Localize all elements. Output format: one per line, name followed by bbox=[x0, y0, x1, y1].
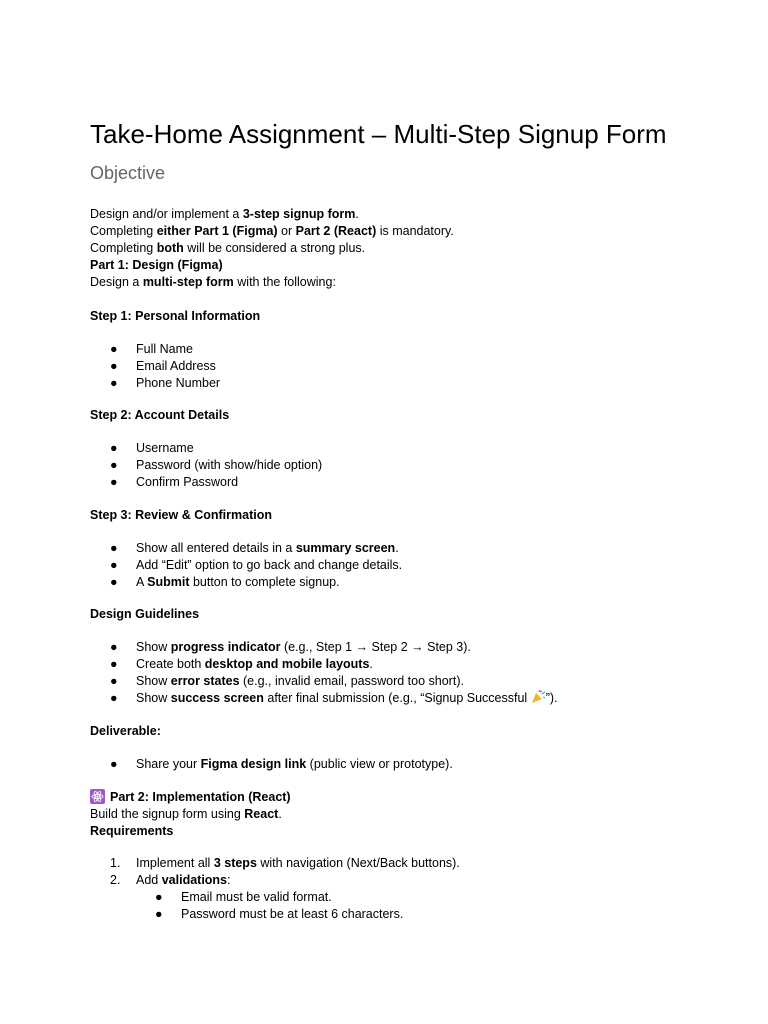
objective-heading: Objective bbox=[90, 163, 166, 183]
document-page: Take-Home Assignment – Multi-Step Signup Form Objective Design and/or implement a 3-step signup form. Completing either Part 1 (Figma) or Part 2 (React) is mandatory. Completing both will be considered a strong plus. Part 1: Design (Figma) Design a multi-step form with the following: Step 1: Personal Information ● Full Name ● Email Address ● Phone Number Step 2: Account Details ● Username ● Password (with show/hide option) ● Confirm Password Step 3: Review & Confirmation ● Show all entered details in a summary screen. ● Add “Edit” option to go back and change details. ● A Submit button to complete signup. Design Guidelines ● Show progress indicator (e.g., Step 1 → Step 2 → Step 3). ● Create both desktop and mobile layouts. ● Show error states (e.g., invalid email, password too short). ● Show success screen after final submission (e.g., “Signup Successful ”). Deliverable: ● Share your Figma design link (public view or prototype). Part 2: Implementation (React) Build the signup form using React. Requirements 1. Implement all 3 steps with navigation (Next/Back buttons). 2. Add validations: ● Email must be valid format. ● Password must be at least 6 characters. bbox=[0, 0, 768, 1024]
page-title: Take-Home Assignment – Multi-Step Signup Form bbox=[90, 119, 667, 149]
guidelines-heading: Design Guidelines bbox=[90, 607, 200, 621]
part2-heading: Part 2: Implementation (React) bbox=[90, 789, 291, 806]
requirements-heading: Requirements bbox=[90, 824, 174, 838]
intro-line-1: Design and/or implement a 3-step signup form. bbox=[90, 207, 359, 221]
step1-heading: Step 1: Personal Information bbox=[90, 309, 261, 323]
part1-intro-line: Design a multi-step form with the following: bbox=[90, 275, 336, 289]
step3-heading: Step 3: Review & Confirmation bbox=[90, 508, 272, 522]
part2-intro-line: Build the signup form using React. bbox=[90, 807, 282, 821]
part1-heading: Part 1: Design (Figma) bbox=[90, 258, 223, 272]
intro-line-3: Completing both will be considered a strong plus. bbox=[90, 241, 366, 255]
intro-line-2: Completing either Part 1 (Figma) or Part 2 (React) is mandatory. bbox=[90, 224, 454, 238]
party-popper-icon bbox=[531, 690, 546, 704]
step2-heading: Step 2: Account Details bbox=[90, 408, 230, 422]
deliverable-heading: Deliverable: bbox=[90, 724, 161, 738]
react-atom-icon bbox=[90, 789, 105, 804]
